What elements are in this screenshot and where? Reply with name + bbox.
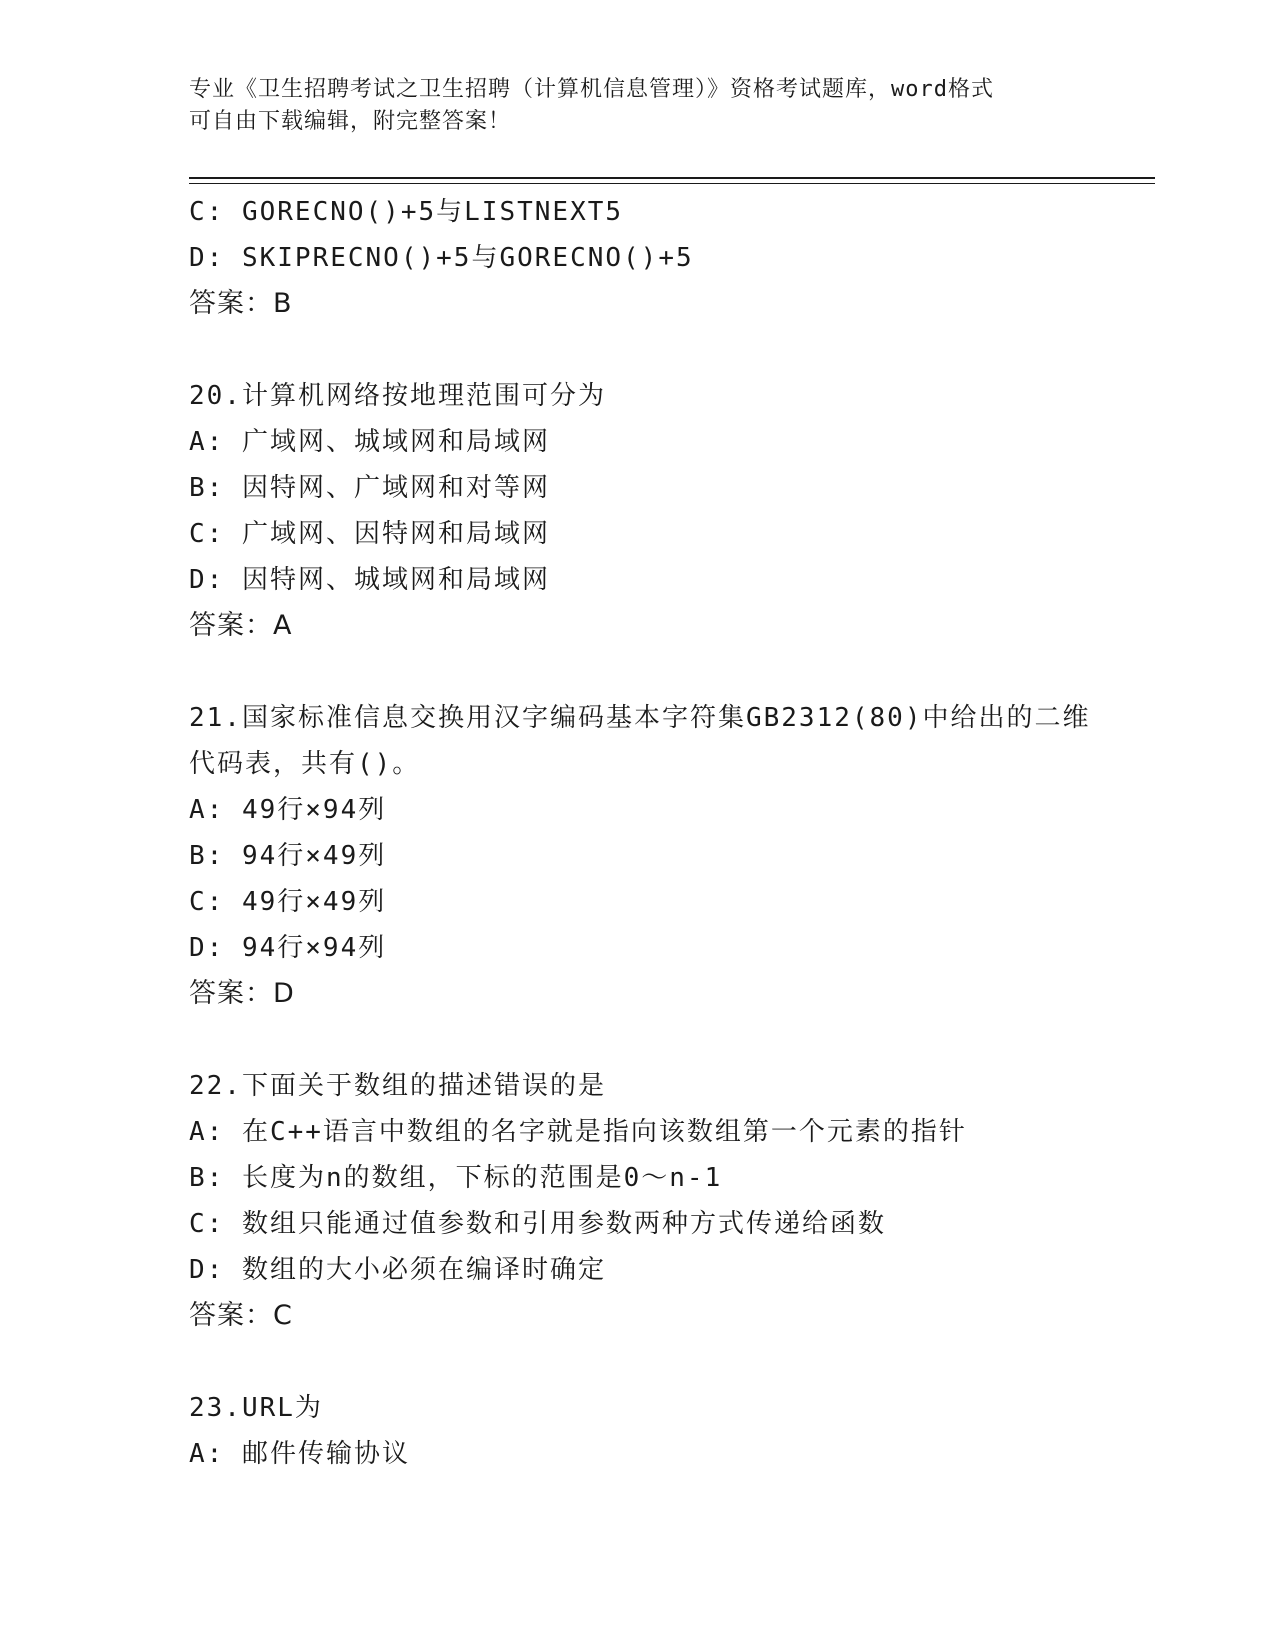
header-divider-thin	[189, 183, 1155, 184]
q20-option-c: C: 广域网、因特网和局域网	[189, 519, 550, 549]
q22-option-b: B: 长度为n的数组，下标的范围是0～n-1	[189, 1163, 723, 1193]
q21-answer: 答案：D	[189, 978, 295, 1009]
q23-stem: 23.URL为	[189, 1393, 323, 1423]
q20-option-b: B: 因特网、广域网和对等网	[189, 473, 550, 503]
spacer	[189, 649, 1149, 695]
q22-option-d: D: 数组的大小必须在编译时确定	[189, 1255, 606, 1285]
q21-stem-line-1: 21.国家标准信息交换用汉字编码基本字符集GB2312(80)中给出的二维	[189, 703, 1091, 733]
q21-option-b: B: 94行×49列	[189, 841, 387, 871]
q21-option-c: C: 49行×49列	[189, 887, 387, 917]
question-block-21	[189, 695, 1149, 1017]
question-list	[189, 189, 1149, 1477]
q22-option-c: C: 数组只能通过值参数和引用参数两种方式传递给函数	[189, 1209, 886, 1239]
question-block-23	[189, 1385, 1149, 1477]
q22-option-a: A: 在C++语言中数组的名字就是指向该数组第一个元素的指针	[189, 1117, 967, 1147]
q21-option-a: A: 49行×94列	[189, 795, 387, 825]
q19-option-c: C: GORECNO()+5与LISTNEXT5	[189, 197, 624, 227]
spacer	[189, 1017, 1149, 1063]
q22-answer: 答案：C	[189, 1300, 293, 1331]
header-title-line-1: 专业《卫生招聘考试之卫生招聘（计算机信息管理）》资格考试题库，word格式	[189, 77, 994, 102]
q19-answer: 答案：B	[189, 288, 293, 319]
spacer	[189, 1339, 1149, 1385]
document-header	[189, 74, 1089, 138]
q20-answer: 答案：A	[189, 610, 293, 641]
q21-option-d: D: 94行×94列	[189, 933, 387, 963]
q23-option-a: A: 邮件传输协议	[189, 1439, 410, 1469]
q20-stem: 20.计算机网络按地理范围可分为	[189, 381, 606, 411]
question-block-22	[189, 1063, 1149, 1339]
spacer	[189, 327, 1149, 373]
q20-option-d: D: 因特网、城域网和局域网	[189, 565, 550, 595]
header-divider-thick	[189, 177, 1155, 179]
question-block-20	[189, 373, 1149, 649]
q21-stem-line-2: 代码表，共有()。	[189, 749, 421, 779]
q19-option-d: D: SKIPRECNO()+5与GORECNO()+5	[189, 243, 694, 273]
q22-stem: 22.下面关于数组的描述错误的是	[189, 1071, 606, 1101]
q20-option-a: A: 广域网、城域网和局域网	[189, 427, 550, 457]
header-title-line-2: 可自由下载编辑，附完整答案！	[189, 109, 512, 134]
question-block-19	[189, 189, 1149, 327]
